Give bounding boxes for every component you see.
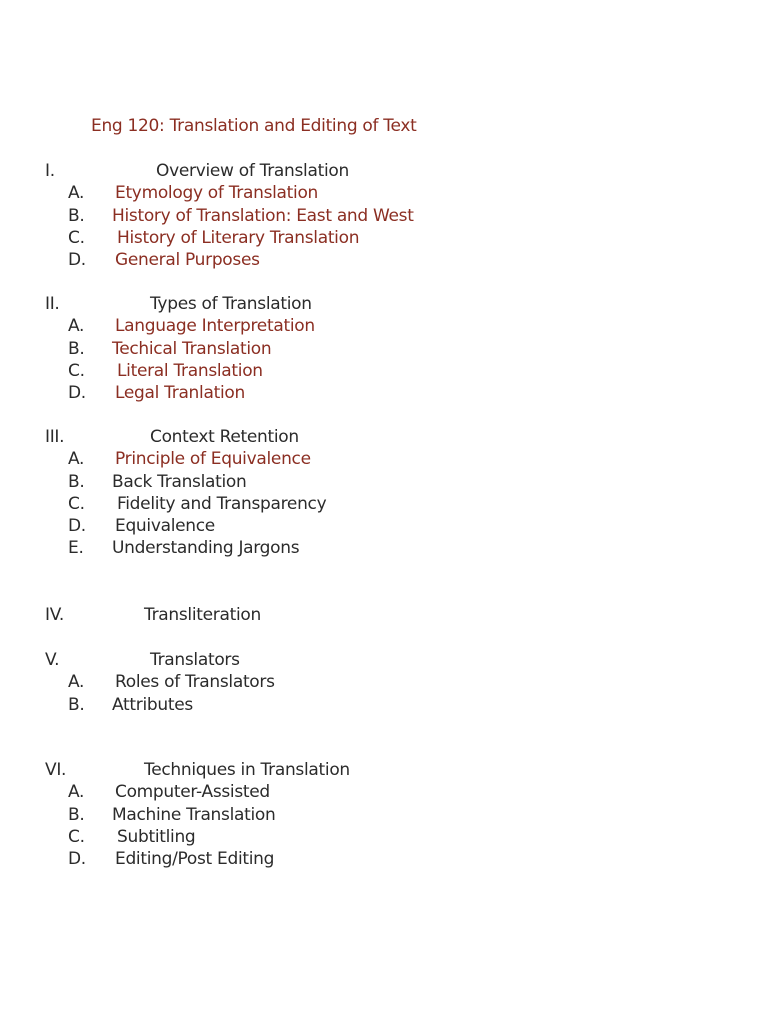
item-letter: C.: [68, 493, 85, 514]
section-numeral: VI.: [45, 760, 67, 780]
section-numeral: II.: [45, 294, 60, 314]
item-text: Roles of Translators: [115, 672, 275, 693]
outline-item: [0, 339, 768, 361]
item-text: Language Interpretation: [115, 316, 315, 337]
item-letter: C.: [68, 360, 85, 381]
item-letter: B.: [68, 205, 85, 226]
section-heading-row: [0, 760, 768, 782]
outline-section-4: [0, 605, 768, 627]
outline-item: [0, 849, 768, 871]
outline-item: [0, 516, 768, 538]
outline-item: [0, 472, 768, 494]
outline-item: [0, 538, 768, 560]
section-heading-row: [0, 294, 768, 316]
item-letter: B.: [68, 804, 85, 825]
item-text: Editing/Post Editing: [115, 849, 275, 870]
outline-section-3: [0, 427, 768, 561]
item-text: Back Translation: [112, 471, 247, 492]
section-numeral: IV.: [45, 605, 64, 625]
item-letter: B.: [68, 338, 85, 359]
section-heading-row: [0, 427, 768, 449]
item-text: Fidelity and Transparency: [117, 493, 327, 514]
outline-item: [0, 228, 768, 250]
item-letter: A.: [68, 316, 85, 337]
item-text: Machine Translation: [112, 804, 276, 825]
outline-item: [0, 206, 768, 228]
item-text: Attributes: [112, 694, 193, 715]
section-heading: Context Retention: [150, 427, 299, 447]
section-numeral: I.: [45, 161, 55, 181]
outline-item: [0, 672, 768, 694]
outline-section-1: [0, 161, 768, 272]
item-text: Equivalence: [115, 516, 215, 537]
item-letter: D.: [68, 383, 86, 404]
section-heading-row: [0, 650, 768, 672]
item-letter: A.: [68, 672, 85, 693]
item-text: Legal Tranlation: [115, 383, 245, 404]
outline-section-6: [0, 760, 768, 871]
item-letter: D.: [68, 250, 86, 271]
document-title: Eng 120: Translation and Editing of Text: [91, 116, 417, 136]
outline-item: [0, 494, 768, 516]
outline-item: [0, 782, 768, 804]
item-text: General Purposes: [115, 250, 260, 271]
item-letter: A.: [68, 183, 85, 204]
section-heading: Types of Translation: [150, 294, 312, 314]
item-letter: B.: [68, 694, 85, 715]
outline-item: [0, 449, 768, 471]
outline-item: [0, 805, 768, 827]
item-text: History of Literary Translation: [117, 227, 360, 248]
outline-section-2: [0, 294, 768, 405]
section-heading-row: [0, 605, 768, 627]
outline-item: [0, 250, 768, 272]
outline-item: [0, 183, 768, 205]
item-letter: B.: [68, 471, 85, 492]
item-letter: A.: [68, 449, 85, 470]
section-heading: Transliteration: [144, 605, 261, 625]
item-letter: C.: [68, 227, 85, 248]
item-text: Principle of Equivalence: [115, 449, 311, 470]
item-text: History of Translation: East and West: [112, 205, 414, 226]
item-text: Etymology of Translation: [115, 183, 319, 204]
outline-item: [0, 383, 768, 405]
item-letter: A.: [68, 782, 85, 803]
outline-item: [0, 316, 768, 338]
item-text: Literal Translation: [117, 360, 263, 381]
item-letter: E.: [68, 538, 84, 559]
item-letter: D.: [68, 849, 86, 870]
item-letter: D.: [68, 516, 86, 537]
item-letter: C.: [68, 826, 85, 847]
section-numeral: V.: [45, 650, 60, 670]
item-text: Computer-Assisted: [115, 782, 270, 803]
outline-item: [0, 695, 768, 717]
item-text: Understanding Jargons: [112, 538, 300, 559]
section-numeral: III.: [45, 427, 65, 447]
outline-item: [0, 827, 768, 849]
section-heading: Overview of Translation: [156, 161, 349, 181]
outline-item: [0, 361, 768, 383]
item-text: Subtitling: [117, 826, 196, 847]
section-heading: Techniques in Translation: [144, 760, 350, 780]
section-heading-row: [0, 161, 768, 183]
section-heading: Translators: [150, 650, 240, 670]
outline-section-5: [0, 650, 768, 717]
item-text: Techical Translation: [112, 338, 272, 359]
